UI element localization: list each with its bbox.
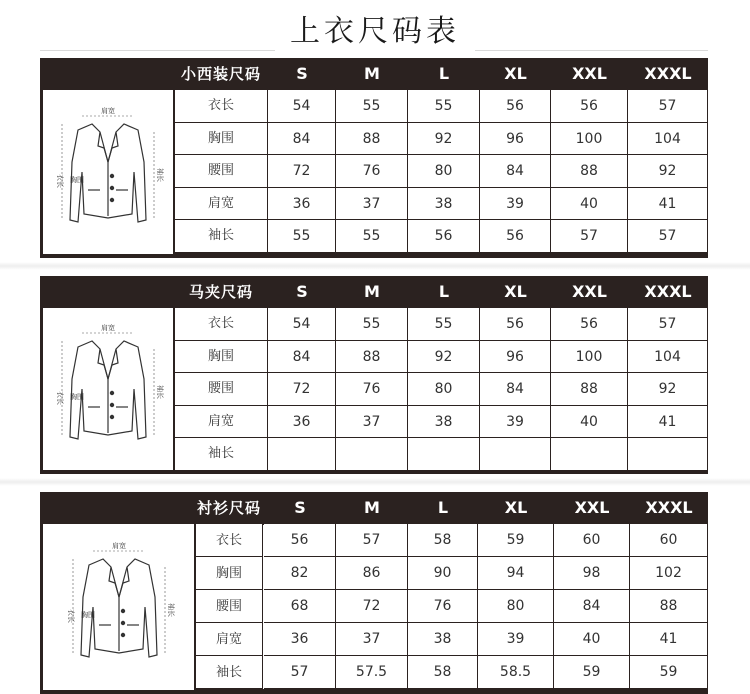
table-cell: 76 [336, 155, 408, 188]
table-cell: 59 [478, 524, 554, 557]
row-label: 袖长 [195, 656, 263, 689]
size-header-s: S [294, 498, 306, 517]
table-cell: 76 [408, 590, 478, 623]
table-cell: 36 [268, 188, 336, 221]
row-label: 衣长 [174, 308, 268, 341]
svg-text:衣长: 衣长 [66, 609, 75, 623]
svg-text:肩宽: 肩宽 [101, 324, 115, 332]
table-cell: 40 [551, 406, 628, 439]
size-header-s: S [296, 64, 308, 83]
svg-text:胸围: 胸围 [70, 176, 84, 184]
table-cell: 100 [551, 123, 628, 156]
size-header-xxxl: XXXL [645, 498, 693, 517]
row-label: 肩宽 [174, 406, 268, 439]
table-cell: 92 [408, 341, 480, 374]
table-cell: 84 [268, 123, 336, 156]
row-label: 袖长 [174, 220, 268, 253]
jacket-diagram [43, 308, 173, 470]
table-cell: 92 [628, 155, 708, 188]
size-header-xl: XL [504, 498, 528, 517]
row-label: 胸围 [195, 557, 263, 590]
table-cell: 60 [630, 524, 708, 557]
table-cell: 37 [336, 188, 408, 221]
table-cell: 38 [408, 406, 480, 439]
size-header-xl: XL [504, 64, 527, 83]
table-cell: 84 [554, 590, 630, 623]
row-label: 衣长 [195, 524, 263, 557]
table-cell: 68 [264, 590, 336, 623]
table-cell: 56 [551, 90, 628, 123]
size-header-xl: XL [504, 282, 527, 301]
table-cell: 39 [480, 188, 551, 221]
page-title: 上衣尺码表 [290, 14, 460, 49]
table-cell: 55 [336, 220, 408, 253]
svg-text:肩宽: 肩宽 [111, 542, 126, 550]
svg-text:袖长: 袖长 [166, 603, 175, 617]
table-cell: 39 [478, 623, 554, 656]
table-cell: 80 [478, 590, 554, 623]
section-header [40, 58, 708, 90]
size-section-1 [40, 58, 708, 258]
table-cell: 60 [554, 524, 630, 557]
table-cell: 90 [408, 557, 478, 590]
table-cell: 86 [336, 557, 408, 590]
section-title: 马夹尺码 [188, 283, 253, 301]
size-header-m: M [364, 282, 380, 301]
row-label: 胸围 [174, 123, 268, 156]
table-cell: 57.5 [336, 656, 408, 689]
size-header-xxxl: XXXL [644, 282, 692, 301]
table-cell: 41 [630, 623, 708, 656]
table-cell: 80 [408, 373, 480, 406]
table-cell [551, 438, 628, 471]
table-cell: 57 [628, 220, 708, 253]
section-divider [0, 478, 750, 486]
jacket-diagram-svg [59, 537, 179, 677]
table-cell: 100 [551, 341, 628, 374]
table-cell: 88 [551, 155, 628, 188]
title-rule-right [475, 50, 708, 51]
table-cell: 72 [336, 590, 408, 623]
table-cell: 40 [554, 623, 630, 656]
svg-text:衣长: 衣长 [56, 391, 64, 405]
size-header-m: M [364, 64, 380, 83]
table-cell: 40 [551, 188, 628, 221]
title-rule-left [40, 50, 275, 51]
table-cell: 37 [336, 623, 408, 656]
table-cell [268, 438, 336, 471]
table-cell: 88 [551, 373, 628, 406]
table-cell: 76 [336, 373, 408, 406]
row-label: 肩宽 [174, 188, 268, 221]
table-cell: 58 [408, 524, 478, 557]
size-header-m: M [364, 498, 380, 517]
table-cell: 55 [268, 220, 336, 253]
size-header-xxxl: XXXL [644, 64, 692, 83]
table-cell: 72 [268, 373, 336, 406]
table-cell: 82 [264, 557, 336, 590]
table-cell: 59 [630, 656, 708, 689]
table-cell: 41 [628, 188, 708, 221]
size-section-2 [40, 276, 708, 474]
table-cell: 56 [480, 308, 551, 341]
size-header-xxl: XXL [574, 498, 610, 517]
table-cell: 56 [480, 220, 551, 253]
table-cell [628, 438, 708, 471]
size-header-l: L [438, 64, 450, 83]
table-cell: 58.5 [478, 656, 554, 689]
table-cell: 55 [408, 90, 480, 123]
table-cell: 104 [628, 341, 708, 374]
table-cell: 56 [408, 220, 480, 253]
size-header-xxl: XXL [572, 64, 607, 83]
table-cell: 37 [336, 406, 408, 439]
table-cell: 57 [628, 308, 708, 341]
table-cell: 58 [408, 656, 478, 689]
svg-text:肩宽: 肩宽 [101, 107, 115, 115]
section-title: 小西装尺码 [180, 65, 261, 83]
table-cell: 57 [264, 656, 336, 689]
jacket-diagram [43, 524, 194, 690]
table-cell: 57 [551, 220, 628, 253]
table-cell: 36 [264, 623, 336, 656]
size-header-xxl: XXL [572, 282, 607, 301]
table-cell: 84 [480, 155, 551, 188]
jacket-diagram-svg [48, 319, 168, 459]
table-cell: 41 [628, 406, 708, 439]
size-header-l: L [437, 498, 449, 517]
table-cell: 57 [336, 524, 408, 557]
table-cell: 92 [408, 123, 480, 156]
table-cell: 56 [480, 90, 551, 123]
table-cell: 98 [554, 557, 630, 590]
jacket-diagram-svg [48, 102, 168, 242]
table-cell: 88 [336, 341, 408, 374]
row-label: 胸围 [174, 341, 268, 374]
table-cell [336, 438, 408, 471]
svg-text:胸围: 胸围 [80, 611, 95, 619]
section-header [40, 276, 708, 308]
table-cell: 38 [408, 188, 480, 221]
table-cell: 80 [408, 155, 480, 188]
row-label: 腰围 [174, 155, 268, 188]
table-cell: 104 [628, 123, 708, 156]
table-cell: 56 [264, 524, 336, 557]
row-label: 衣长 [174, 90, 268, 123]
table-cell: 92 [628, 373, 708, 406]
table-cell: 72 [268, 155, 336, 188]
row-label: 袖长 [174, 438, 268, 471]
size-header-l: L [438, 282, 450, 301]
section-header [40, 492, 708, 524]
row-label: 腰围 [174, 373, 268, 406]
table-cell: 57 [628, 90, 708, 123]
row-label: 肩宽 [195, 623, 263, 656]
table-cell: 55 [336, 90, 408, 123]
row-label: 腰围 [195, 590, 263, 623]
size-section-3 [40, 492, 708, 694]
jacket-diagram [43, 90, 173, 254]
section-divider [0, 262, 750, 270]
table-cell: 36 [268, 406, 336, 439]
table-cell: 96 [480, 341, 551, 374]
table-cell: 54 [268, 308, 336, 341]
table-cell: 94 [478, 557, 554, 590]
table-cell [480, 438, 551, 471]
table-cell: 38 [408, 623, 478, 656]
table-cell: 96 [480, 123, 551, 156]
table-cell: 88 [336, 123, 408, 156]
section-title: 衬衫尺码 [196, 499, 261, 517]
svg-text:胸围: 胸围 [70, 393, 84, 401]
table-cell: 102 [630, 557, 708, 590]
table-cell [408, 438, 480, 471]
svg-text:袖长: 袖长 [156, 168, 164, 182]
table-cell: 55 [408, 308, 480, 341]
table-cell: 59 [554, 656, 630, 689]
table-cell: 39 [480, 406, 551, 439]
table-cell: 55 [336, 308, 408, 341]
table-cell: 54 [268, 90, 336, 123]
table-cell: 84 [268, 341, 336, 374]
svg-text:袖长: 袖长 [156, 385, 164, 399]
size-header-s: S [296, 282, 308, 301]
table-cell: 56 [551, 308, 628, 341]
table-cell: 84 [480, 373, 551, 406]
svg-text:衣长: 衣长 [56, 174, 64, 188]
table-cell: 88 [630, 590, 708, 623]
